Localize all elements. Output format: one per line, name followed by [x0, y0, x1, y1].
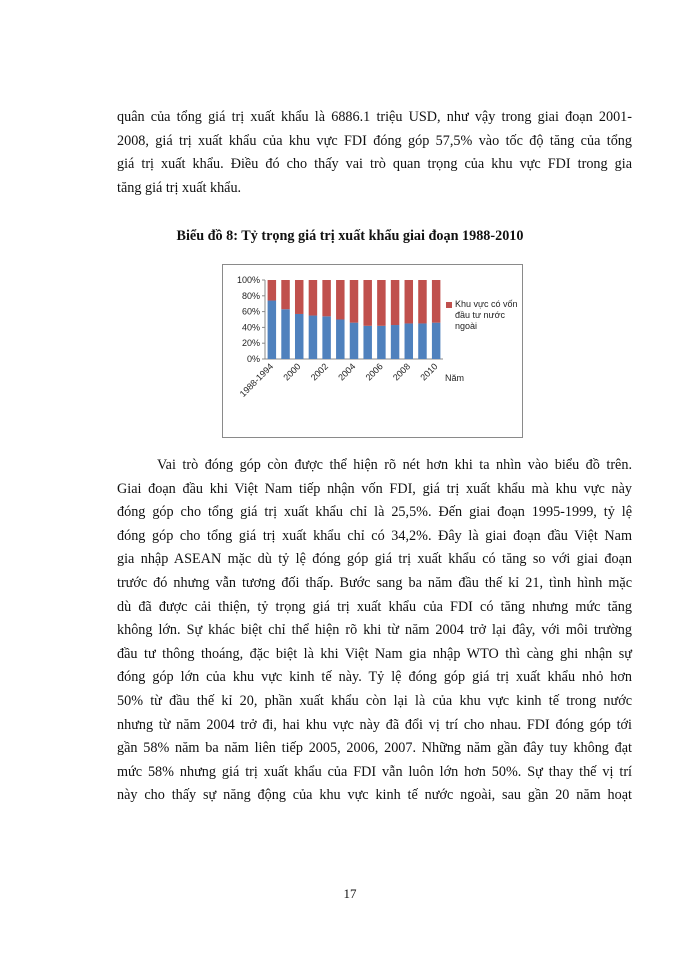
- legend-swatch: [446, 302, 452, 308]
- chart-frame: [222, 264, 523, 438]
- text-line: tăng giá trị xuất khẩu.: [117, 179, 242, 196]
- text-line: đóng góp lớn của khu vực kinh tế này. Tỷ lệ đóng góp giá trị xuất khẩu nhỏ hơn: [117, 669, 632, 686]
- y-tick-label: 20%: [241, 338, 260, 349]
- text-line: quân của tổng giá trị xuất khẩu là 6886.1 triệu USD, như vậy trong giai đoạn 2001-: [117, 109, 632, 125]
- text-line: này cho thấy sự năng động của khu vực kinh tế nước ngoài, sau gần 20 năm hoạt: [117, 787, 632, 804]
- text-line: Vai trò đóng góp còn được thể hiện rõ nét hơn khi ta nhìn vào biểu đồ trên.: [157, 457, 632, 473]
- bar-domestic: [322, 316, 330, 359]
- y-tick-label: 80%: [241, 290, 260, 301]
- text-line: trước đó nhưng vẫn tương đối thấp. Bước sang ba năm đầu thế kỉ 21, tình hình mặc: [117, 574, 632, 591]
- text-line: 2008, giá trị xuất khẩu của khu vực FDI đóng góp 57,5% vào tốc độ tăng của tổng: [117, 132, 632, 149]
- bar-domestic: [295, 314, 303, 359]
- x-axis-title: Năm: [445, 373, 465, 383]
- text-line: nhưng từ năm 2004 trở đi, hai khu vực này đã đổi vị trí cho nhau. FDI đóng góp tới: [117, 716, 632, 733]
- x-tick-label: 2006: [363, 361, 385, 383]
- bar-fdi: [363, 280, 371, 326]
- text-line: đóng góp cho tổng giá trị xuất khẩu chỉ có 34,2%. Đây là giai đoạn đầu Việt Nam: [117, 527, 632, 544]
- bar-fdi: [418, 280, 426, 323]
- bar-fdi: [268, 280, 276, 301]
- paragraph-main: [117, 454, 632, 808]
- bar-fdi: [322, 280, 330, 316]
- bar-domestic: [405, 323, 413, 359]
- bar-domestic: [281, 309, 289, 359]
- bar-fdi: [281, 280, 289, 309]
- bar-domestic: [268, 301, 276, 359]
- text-line: đóng góp cho tổng giá trị xuất khẩu chỉ là 25,5%. Đến giai đoạn 1995-1999, tỷ lệ: [117, 504, 632, 521]
- text-line: gia nhập ASEAN mặc dù tỷ lệ đóng góp giá trị xuất khẩu có tăng so với giai đoạn: [117, 551, 632, 568]
- y-tick-label: 0%: [246, 354, 260, 364]
- x-tick-label: 2010: [418, 361, 440, 383]
- bar-fdi: [391, 280, 399, 325]
- y-tick-label: 60%: [241, 306, 260, 317]
- chart-legend: [455, 299, 521, 332]
- bar-fdi: [336, 280, 344, 320]
- bar-fdi: [377, 280, 385, 326]
- bar-fdi: [295, 280, 303, 314]
- y-tick-label: 40%: [241, 322, 260, 333]
- bar-domestic: [391, 325, 399, 359]
- bar-domestic: [336, 320, 344, 360]
- text-line: mức 58% nhưng giá trị xuất khẩu của FDI vẫn luôn lớn hơn 50%. Sự thay thế vị trí: [117, 763, 632, 780]
- page-number: 17: [343, 886, 357, 901]
- text-line: đầu tư thông thoáng, đặc biệt là khi Việt Nam gia nhập WTO thì càng ghi nhận sự: [117, 645, 632, 662]
- bar-fdi: [350, 280, 358, 323]
- paragraph-top: [117, 106, 632, 200]
- bar-domestic: [432, 323, 440, 359]
- text-line: Giai đoạn đầu khi Việt Nam tiếp nhận vốn FDI, giá trị xuất khẩu mà khu vực này: [117, 480, 632, 497]
- bar-fdi: [432, 280, 440, 323]
- bar-domestic: [350, 323, 358, 359]
- legend-label: Khu vực có vốn đầu tư nước ngoài: [455, 299, 518, 331]
- text-line: dù đã được cải thiện, tỷ trọng giá trị xuất khẩu của FDI có tăng nhưng mức tăng: [117, 598, 632, 615]
- stacked-bar-chart: [223, 265, 522, 437]
- bar-domestic: [363, 326, 371, 359]
- text-line: 50% từ đầu thế kỉ 20, phần xuất khẩu còn lại là của khu vực kinh tế trong nước: [117, 692, 632, 709]
- bar-domestic: [309, 316, 317, 359]
- text-line: gần 58% năm ba năm liên tiếp 2005, 2006, 2007. Những năm gần đây tuy không đạt: [117, 740, 632, 757]
- chart-caption: Biểu đồ 8: Tỷ trọng giá trị xuất khẩu giai đoạn 1988-2010: [176, 228, 524, 244]
- bar-fdi: [405, 280, 413, 323]
- x-tick-label: 1988-1994: [237, 361, 276, 399]
- y-tick-label: 100%: [236, 275, 260, 285]
- text-line: không lớn. Sự khác biệt chỉ thể hiện rõ khi từ năm 2004 trở lại đây, với môi trường: [117, 622, 632, 639]
- x-tick-label: 2004: [336, 361, 358, 383]
- x-tick-label: 2008: [390, 361, 413, 383]
- bar-domestic: [377, 326, 385, 359]
- text-line: giá trị xuất khẩu. Điều đó cho thấy vai trò quan trọng của khu vực FDI trong gia: [117, 156, 632, 173]
- x-tick-label: 2000: [281, 361, 303, 383]
- bar-domestic: [418, 323, 426, 359]
- bar-fdi: [309, 280, 317, 316]
- x-tick-label: 2002: [308, 361, 331, 383]
